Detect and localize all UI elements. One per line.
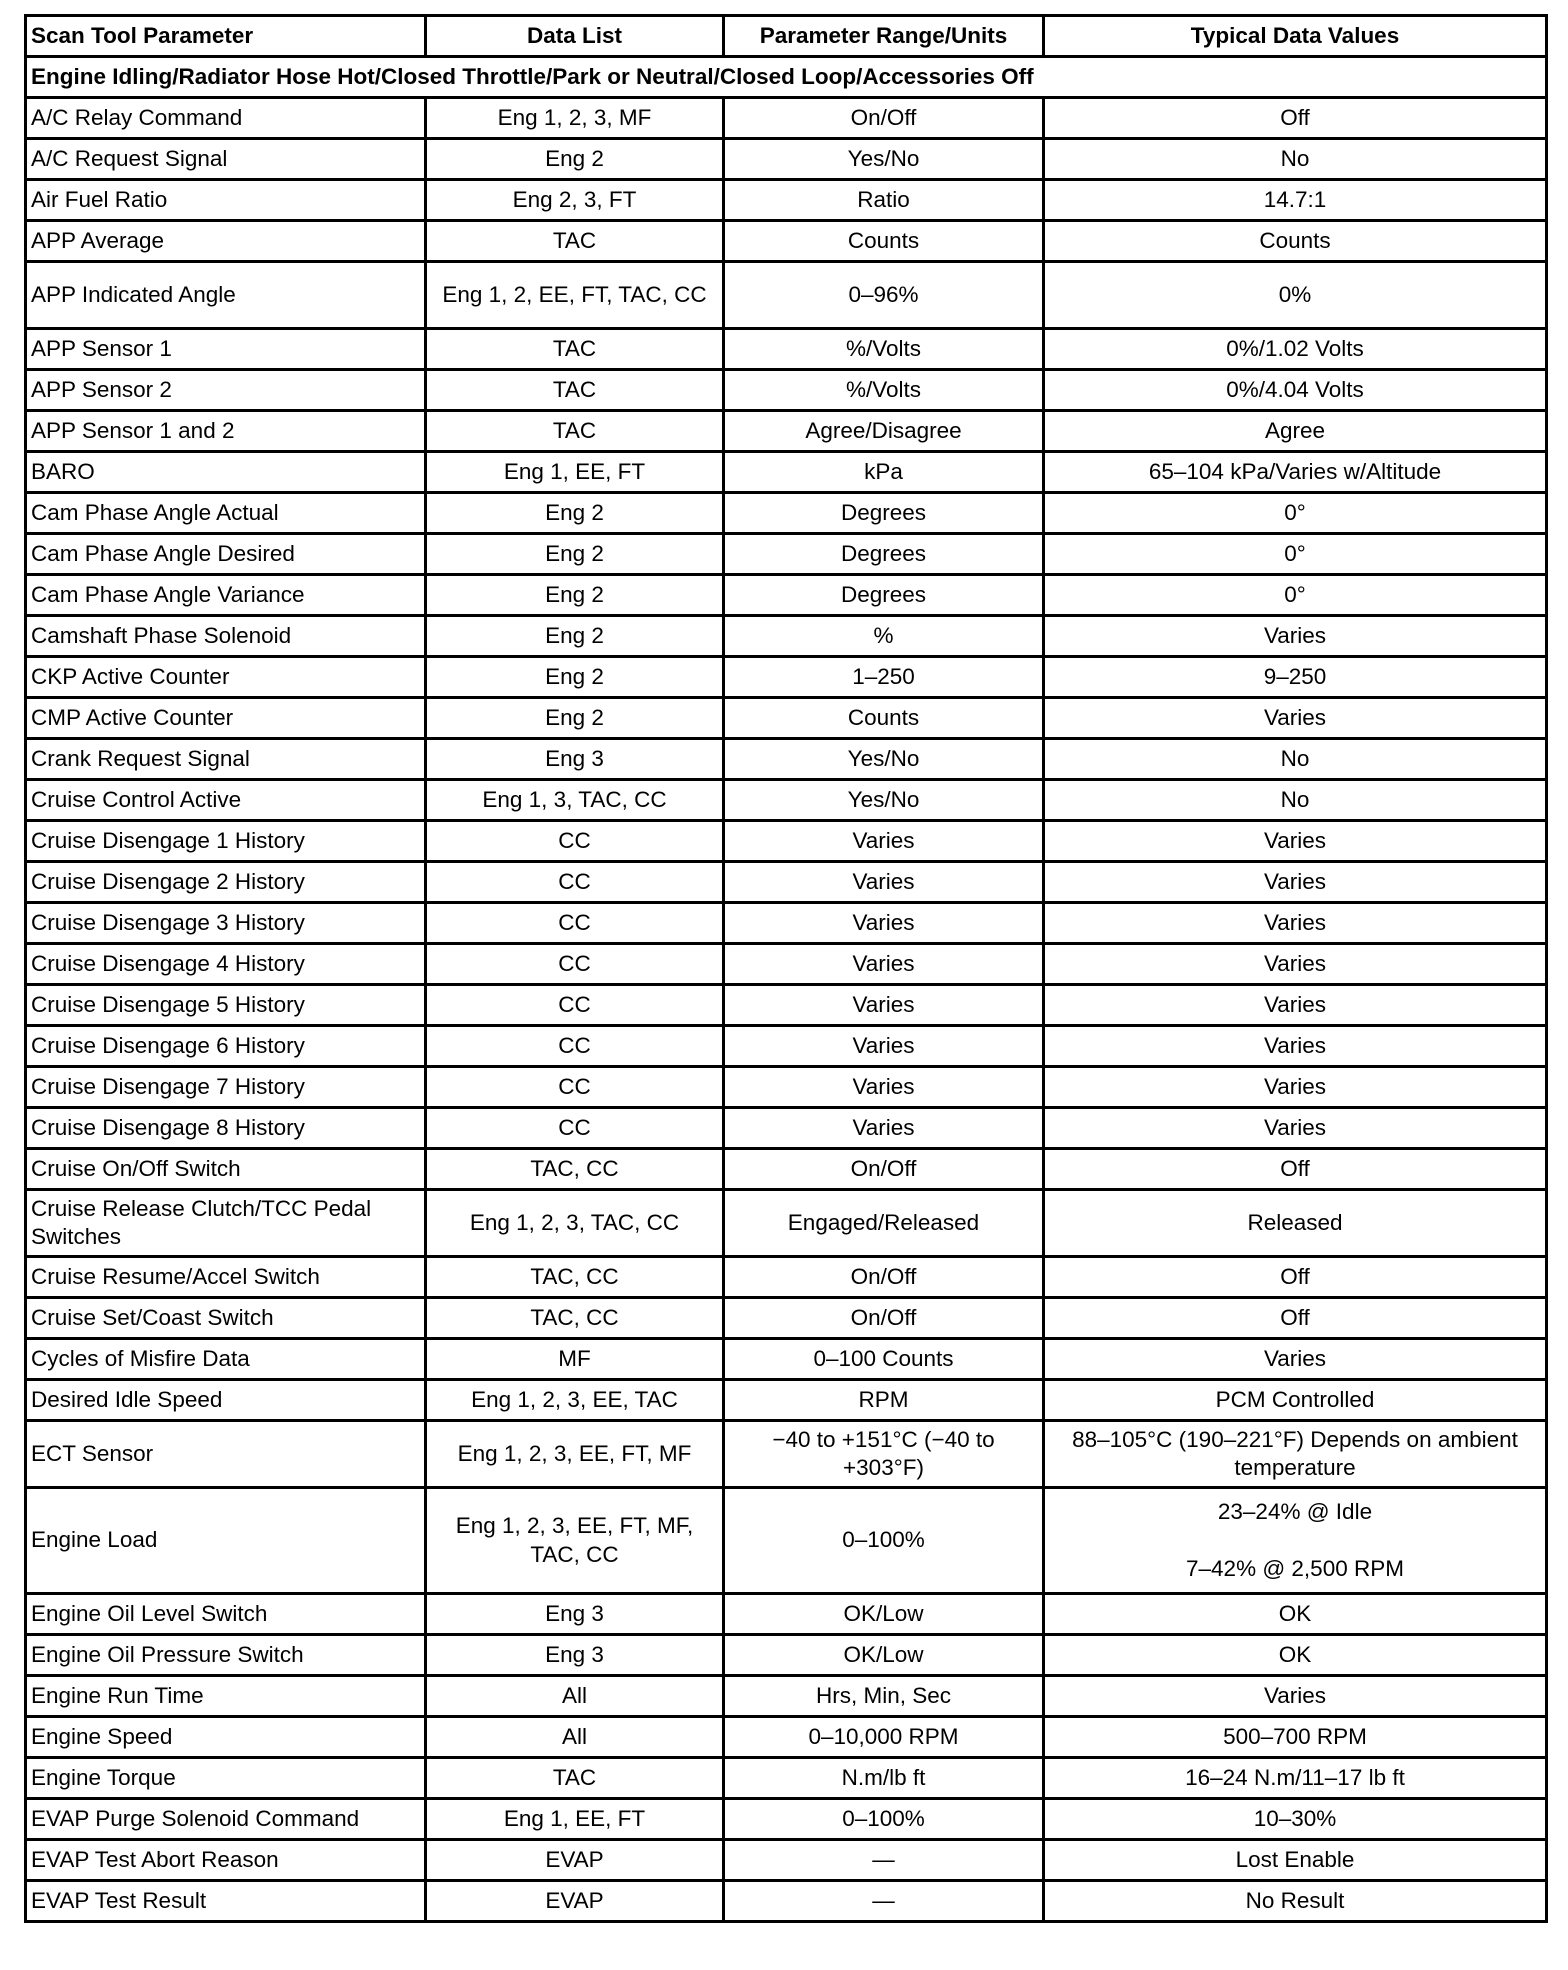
typical-value-cell: Varies [1044, 1676, 1547, 1717]
typical-value-cell: 0° [1044, 534, 1547, 575]
parameter-cell: Engine Speed [26, 1717, 426, 1758]
range-units-cell: Varies [724, 944, 1044, 985]
data-list-cell: Eng 3 [426, 1635, 724, 1676]
range-units-cell: 0–96% [724, 262, 1044, 329]
data-list-cell: EVAP [426, 1881, 724, 1922]
parameter-cell: APP Indicated Angle [26, 262, 426, 329]
data-list-cell: CC [426, 821, 724, 862]
typical-value-line: 23–24% @ Idle [1217, 1499, 1373, 1525]
parameter-cell: Cam Phase Angle Actual [26, 493, 426, 534]
typical-value-cell: Off [1044, 1257, 1547, 1298]
range-units-cell: Varies [724, 862, 1044, 903]
range-units-cell: OK/Low [724, 1635, 1044, 1676]
typical-value-cell: No [1044, 139, 1547, 180]
data-list-cell: Eng 2 [426, 493, 724, 534]
parameter-cell: Camshaft Phase Solenoid [26, 616, 426, 657]
parameter-cell: Cam Phase Angle Desired [26, 534, 426, 575]
table-row [26, 739, 1547, 780]
typical-value-cell: 65–104 kPa/Varies w/Altitude [1044, 452, 1547, 493]
table-row [26, 1149, 1547, 1190]
parameter-cell: Engine Torque [26, 1758, 426, 1799]
data-list-cell: CC [426, 985, 724, 1026]
parameter-cell: Cruise Release Clutch/TCC Pedal Switches [26, 1190, 426, 1257]
parameter-cell: APP Average [26, 221, 426, 262]
data-list-cell: TAC, CC [426, 1149, 724, 1190]
range-units-cell: 0–10,000 RPM [724, 1717, 1044, 1758]
range-units-cell: Yes/No [724, 780, 1044, 821]
data-list-cell: Eng 1, EE, FT [426, 452, 724, 493]
typical-value-cell: Agree [1044, 411, 1547, 452]
range-units-cell: 0–100% [724, 1488, 1044, 1594]
data-list-cell: Eng 2 [426, 616, 724, 657]
parameter-cell: Engine Oil Pressure Switch [26, 1635, 426, 1676]
parameter-cell: CKP Active Counter [26, 657, 426, 698]
data-list-cell: TAC, CC [426, 1298, 724, 1339]
table-row [26, 411, 1547, 452]
range-units-cell: OK/Low [724, 1594, 1044, 1635]
typical-value-cell: No [1044, 780, 1547, 821]
parameter-cell: A/C Relay Command [26, 98, 426, 139]
typical-value-cell: Off [1044, 1298, 1547, 1339]
range-units-cell: %/Volts [724, 370, 1044, 411]
range-units-cell: Hrs, Min, Sec [724, 1676, 1044, 1717]
table-row [26, 1840, 1547, 1881]
typical-value-cell: 9–250 [1044, 657, 1547, 698]
range-units-cell: Agree/Disagree [724, 411, 1044, 452]
table-row [26, 139, 1547, 180]
table-row [26, 1026, 1547, 1067]
table-row [26, 1717, 1547, 1758]
typical-value-cell: Varies [1044, 1108, 1547, 1149]
table-row [26, 98, 1547, 139]
scan-tool-data-table [24, 14, 1548, 1923]
parameter-cell: EVAP Purge Solenoid Command [26, 1799, 426, 1840]
parameter-cell: Engine Load [26, 1488, 426, 1594]
table-row [26, 493, 1547, 534]
section-title: Engine Idling/Radiator Hose Hot/Closed Throttle/Park or Neutral/Closed Loop/Accessories Off [26, 57, 1547, 98]
range-units-cell: On/Off [724, 98, 1044, 139]
table-row [26, 1488, 1547, 1594]
typical-value-cell: Varies [1044, 985, 1547, 1026]
range-units-cell: %/Volts [724, 329, 1044, 370]
typical-value-cell: Varies [1044, 1026, 1547, 1067]
data-list-cell: Eng 3 [426, 1594, 724, 1635]
typical-value-cell: No [1044, 739, 1547, 780]
range-units-cell: −40 to +151°C (−40 to +303°F) [724, 1421, 1044, 1488]
parameter-cell: EVAP Test Result [26, 1881, 426, 1922]
typical-value-cell: Varies [1044, 821, 1547, 862]
data-list-cell: TAC [426, 329, 724, 370]
data-list-cell: TAC, CC [426, 1257, 724, 1298]
parameter-cell: BARO [26, 452, 426, 493]
range-units-cell: Degrees [724, 575, 1044, 616]
table-row [26, 1257, 1547, 1298]
parameter-cell: Cycles of Misfire Data [26, 1339, 426, 1380]
table-row [26, 821, 1547, 862]
header-scan-tool-parameter: Scan Tool Parameter [26, 16, 426, 57]
table-row [26, 1594, 1547, 1635]
typical-value-cell: Off [1044, 98, 1547, 139]
data-list-cell: Eng 2 [426, 698, 724, 739]
typical-value-cell [1044, 1488, 1547, 1594]
table-row [26, 329, 1547, 370]
range-units-cell: On/Off [724, 1149, 1044, 1190]
typical-value-cell: No Result [1044, 1881, 1547, 1922]
range-units-cell: On/Off [724, 1257, 1044, 1298]
parameter-cell: Cruise Control Active [26, 780, 426, 821]
typical-value-cell: 0%/4.04 Volts [1044, 370, 1547, 411]
range-units-cell: RPM [724, 1380, 1044, 1421]
range-units-cell: % [724, 616, 1044, 657]
data-list-cell: TAC [426, 370, 724, 411]
table-row [26, 1298, 1547, 1339]
data-list-cell: CC [426, 944, 724, 985]
section-row [26, 57, 1547, 98]
range-units-cell: Varies [724, 1026, 1044, 1067]
table-row [26, 944, 1547, 985]
table-row [26, 575, 1547, 616]
parameter-cell: Air Fuel Ratio [26, 180, 426, 221]
parameter-cell: Cruise Set/Coast Switch [26, 1298, 426, 1339]
range-units-cell: 1–250 [724, 657, 1044, 698]
parameter-cell: A/C Request Signal [26, 139, 426, 180]
table-row [26, 698, 1547, 739]
parameter-cell: Crank Request Signal [26, 739, 426, 780]
data-list-cell: TAC [426, 221, 724, 262]
typical-value-cell: 0° [1044, 575, 1547, 616]
table-row [26, 1758, 1547, 1799]
data-list-cell: CC [426, 903, 724, 944]
data-list-cell: Eng 2, 3, FT [426, 180, 724, 221]
data-list-cell: Eng 1, 3, TAC, CC [426, 780, 724, 821]
data-list-cell: CC [426, 1108, 724, 1149]
parameter-cell: EVAP Test Abort Reason [26, 1840, 426, 1881]
parameter-cell: Desired Idle Speed [26, 1380, 426, 1421]
data-list-cell: All [426, 1717, 724, 1758]
data-list-cell: Eng 2 [426, 534, 724, 575]
data-list-cell: EVAP [426, 1840, 724, 1881]
parameter-cell: Cruise Disengage 7 History [26, 1067, 426, 1108]
range-units-cell: kPa [724, 452, 1044, 493]
data-list-cell: CC [426, 1026, 724, 1067]
table-row [26, 534, 1547, 575]
header-parameter-range-units: Parameter Range/Units [724, 16, 1044, 57]
parameter-cell: Cam Phase Angle Variance [26, 575, 426, 616]
range-units-cell: Counts [724, 698, 1044, 739]
parameter-cell: APP Sensor 2 [26, 370, 426, 411]
table-row [26, 985, 1547, 1026]
data-list-cell: Eng 1, 2, 3, EE, FT, MF, TAC, CC [426, 1488, 724, 1594]
data-list-cell: Eng 1, EE, FT [426, 1799, 724, 1840]
parameter-cell: ECT Sensor [26, 1421, 426, 1488]
data-list-cell: All [426, 1676, 724, 1717]
typical-value-cell: 500–700 RPM [1044, 1717, 1547, 1758]
table-row [26, 180, 1547, 221]
range-units-cell: Varies [724, 821, 1044, 862]
table-row [26, 657, 1547, 698]
parameter-cell: APP Sensor 1 [26, 329, 426, 370]
typical-value-cell: 16–24 N.m/11–17 lb ft [1044, 1758, 1547, 1799]
table-row [26, 262, 1547, 329]
typical-value-cell: Lost Enable [1044, 1840, 1547, 1881]
data-list-cell: Eng 2 [426, 139, 724, 180]
data-list-cell: TAC [426, 1758, 724, 1799]
data-list-cell: Eng 1, 2, 3, EE, FT, MF [426, 1421, 724, 1488]
parameter-cell: CMP Active Counter [26, 698, 426, 739]
parameter-cell: Engine Run Time [26, 1676, 426, 1717]
typical-value-cell: Varies [1044, 698, 1547, 739]
typical-value-cell: 14.7:1 [1044, 180, 1547, 221]
header-typical-data-values: Typical Data Values [1044, 16, 1547, 57]
typical-value-cell: OK [1044, 1594, 1547, 1635]
typical-value-cell: Off [1044, 1149, 1547, 1190]
data-list-cell: Eng 1, 2, 3, TAC, CC [426, 1190, 724, 1257]
typical-value-cell: 10–30% [1044, 1799, 1547, 1840]
parameter-cell: Cruise Resume/Accel Switch [26, 1257, 426, 1298]
table-row [26, 1676, 1547, 1717]
range-units-cell: Engaged/Released [724, 1190, 1044, 1257]
typical-value-cell: Varies [1044, 1339, 1547, 1380]
data-list-cell: Eng 1, 2, EE, FT, TAC, CC [426, 262, 724, 329]
range-units-cell: Varies [724, 985, 1044, 1026]
typical-value-cell: Varies [1044, 944, 1547, 985]
parameter-cell: APP Sensor 1 and 2 [26, 411, 426, 452]
table-row [26, 1380, 1547, 1421]
header-data-list: Data List [426, 16, 724, 57]
table-row [26, 616, 1547, 657]
table-row [26, 1108, 1547, 1149]
typical-value-cell: 0% [1044, 262, 1547, 329]
typical-value-cell: OK [1044, 1635, 1547, 1676]
range-units-cell: — [724, 1881, 1044, 1922]
parameter-cell: Cruise Disengage 5 History [26, 985, 426, 1026]
typical-value-cell: Released [1044, 1190, 1547, 1257]
typical-value-line: 7–42% @ 2,500 RPM [1186, 1555, 1404, 1581]
typical-value-cell: 0%/1.02 Volts [1044, 329, 1547, 370]
typical-value-cell: Varies [1044, 862, 1547, 903]
data-list-cell: Eng 2 [426, 575, 724, 616]
table-row [26, 1799, 1547, 1840]
data-list-cell: Eng 1, 2, 3, EE, TAC [426, 1380, 724, 1421]
table-row [26, 903, 1547, 944]
typical-value-cell: Counts [1044, 221, 1547, 262]
range-units-cell: Yes/No [724, 739, 1044, 780]
data-list-cell: Eng 1, 2, 3, MF [426, 98, 724, 139]
typical-value-cell: Varies [1044, 616, 1547, 657]
range-units-cell: Yes/No [724, 139, 1044, 180]
table-row [26, 1339, 1547, 1380]
parameter-cell: Cruise Disengage 8 History [26, 1108, 426, 1149]
range-units-cell: Degrees [724, 534, 1044, 575]
range-units-cell: 0–100 Counts [724, 1339, 1044, 1380]
parameter-cell: Cruise Disengage 1 History [26, 821, 426, 862]
range-units-cell: Varies [724, 1067, 1044, 1108]
data-list-cell: Eng 2 [426, 657, 724, 698]
range-units-cell: Varies [724, 1108, 1044, 1149]
table-row [26, 1067, 1547, 1108]
parameter-cell: Cruise Disengage 4 History [26, 944, 426, 985]
range-units-cell: 0–100% [724, 1799, 1044, 1840]
range-units-cell: Degrees [724, 493, 1044, 534]
data-list-cell: CC [426, 862, 724, 903]
range-units-cell: Varies [724, 903, 1044, 944]
typical-value-cell: PCM Controlled [1044, 1380, 1547, 1421]
typical-value-cell: Varies [1044, 903, 1547, 944]
range-units-cell: Counts [724, 221, 1044, 262]
header-row [26, 16, 1547, 57]
table-row [26, 1421, 1547, 1488]
parameter-cell: Cruise Disengage 2 History [26, 862, 426, 903]
data-list-cell: TAC [426, 411, 724, 452]
table-row [26, 370, 1547, 411]
table-row [26, 862, 1547, 903]
table-row [26, 1190, 1547, 1257]
table-row [26, 1635, 1547, 1676]
table-row [26, 452, 1547, 493]
parameter-cell: Cruise Disengage 6 History [26, 1026, 426, 1067]
data-list-cell: CC [426, 1067, 724, 1108]
range-units-cell: Ratio [724, 180, 1044, 221]
table-row [26, 780, 1547, 821]
range-units-cell: On/Off [724, 1298, 1044, 1339]
parameter-cell: Cruise Disengage 3 History [26, 903, 426, 944]
typical-value-cell: Varies [1044, 1067, 1547, 1108]
table-row [26, 221, 1547, 262]
parameter-cell: Cruise On/Off Switch [26, 1149, 426, 1190]
parameter-cell: Engine Oil Level Switch [26, 1594, 426, 1635]
typical-value-cell: 0° [1044, 493, 1547, 534]
range-units-cell: — [724, 1840, 1044, 1881]
typical-value-cell: 88–105°C (190–221°F) Depends on ambient temperature [1044, 1421, 1547, 1488]
data-list-cell: Eng 3 [426, 739, 724, 780]
table-row [26, 1881, 1547, 1922]
data-list-cell: MF [426, 1339, 724, 1380]
range-units-cell: N.m/lb ft [724, 1758, 1044, 1799]
